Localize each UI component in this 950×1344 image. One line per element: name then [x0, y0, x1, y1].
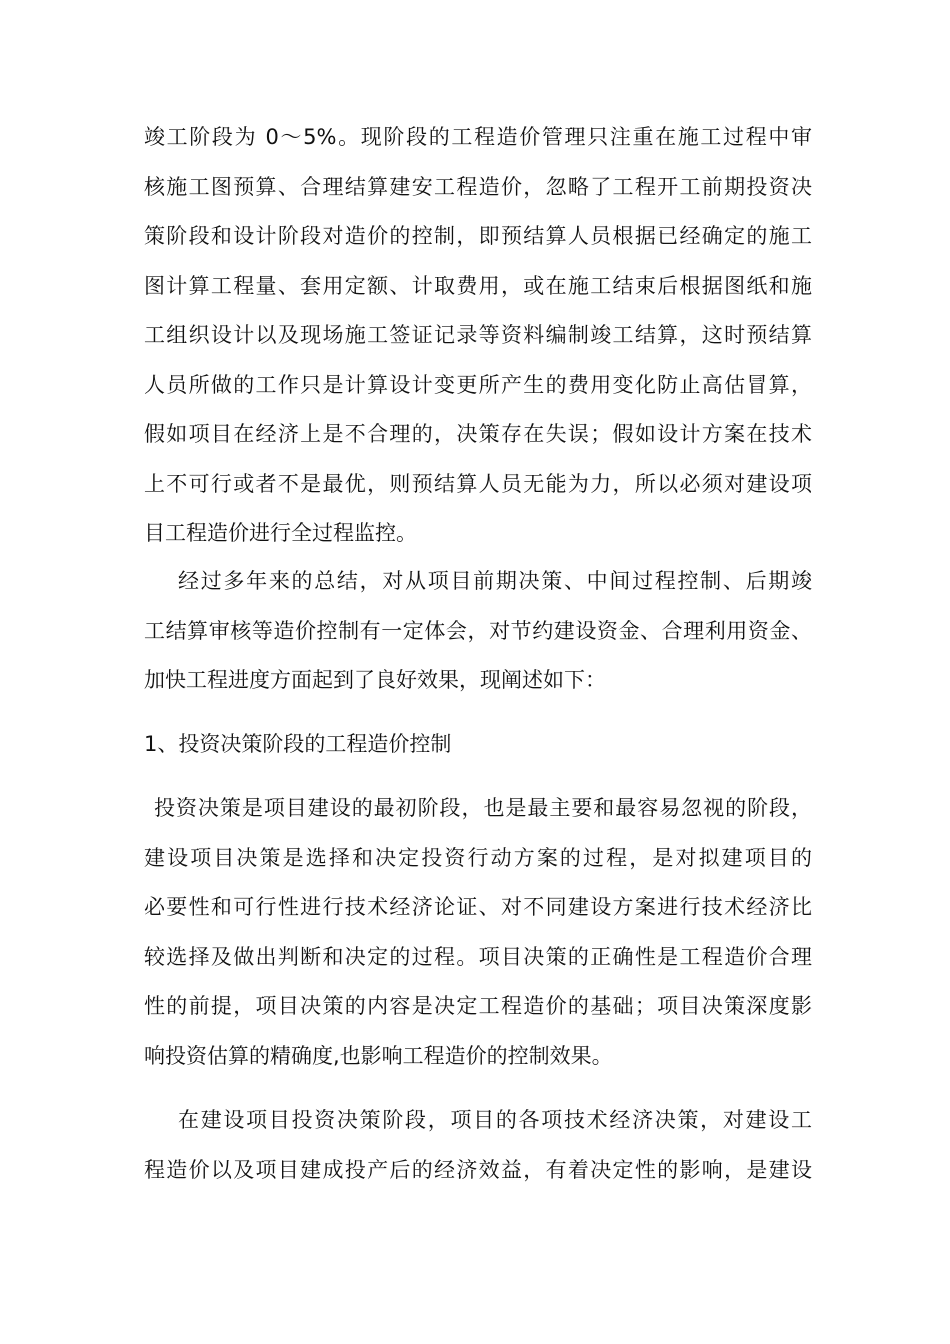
paragraph-line: 加快工程进度方面起到了良好效果，现阐述如下： [144, 668, 606, 692]
paragraph-line: 性的前提，项目决策的内容是决定工程造价的基础；项目决策深度影 [144, 994, 812, 1018]
paragraph-line: 人员所做的工作只是计算设计变更所产生的费用变化防止高估冒算， [144, 372, 812, 397]
paragraph-line: 上不可行或者不是最优，则预结算人员无能为力，所以必须对建设项 [144, 471, 812, 496]
paragraph-line: 目工程造价进行全过程监控。 [144, 521, 417, 545]
paragraph-line: 建设项目决策是选择和决定投资行动方案的过程，是对拟建项目的 [144, 845, 812, 870]
paragraph-line: 投资决策是项目建设的最初阶段，也是最主要和最容易忽视的阶段， [154, 796, 812, 820]
paragraph-line: 工结算审核等造价控制有一定体会，对节约建设资金、合理利用资金、 [144, 618, 812, 643]
paragraph-line: 核施工图预算、合理结算建安工程造价，忽略了工程开工前期投资决 [144, 174, 812, 199]
heading-text: 1、投资决策阶段的工程造价控制 [144, 732, 452, 756]
paragraph-line: 较选择及做出判断和决定的过程。项目决策的正确性是工程造价合理 [144, 944, 812, 969]
paragraph-3 [144, 784, 812, 1081]
paragraph-line: 图计算工程量、套用定额、计取费用，或在施工结束后根据图纸和施 [144, 273, 812, 298]
paragraph-line: 程造价以及项目建成投产后的经济效益，有着决定性的影响，是建设 [144, 1157, 812, 1182]
paragraph-line: 竣工阶段为 0～5%。现阶段的工程造价管理只注重在施工过程中审 [144, 125, 812, 149]
paragraph-line: 必要性和可行性进行技术经济论证、对不同建设方案进行技术经济比 [144, 895, 812, 919]
section-heading [144, 720, 812, 770]
paragraph-line: 假如项目在经济上是不合理的，决策存在失误；假如设计方案在技术 [144, 422, 812, 446]
paragraph-line: 响投资估算的精确度,也影响工程造价的控制效果。 [144, 1043, 613, 1068]
paragraph-1 [144, 113, 812, 559]
paragraph-2 [144, 557, 812, 706]
paragraph-line: 在建设项目投资决策阶段，项目的各项技术经济决策，对建设工 [178, 1108, 812, 1132]
paragraph-line: 经过多年来的总结，对从项目前期决策、中间过程控制、后期竣 [178, 569, 812, 593]
paragraph-line: 工组织设计以及现场施工签证记录等资料编制竣工结算，这时预结算 [144, 323, 812, 347]
paragraph-line: 策阶段和设计阶段对造价的控制，即预结算人员根据已经确定的施工 [144, 224, 812, 248]
paragraph-4 [144, 1096, 812, 1195]
